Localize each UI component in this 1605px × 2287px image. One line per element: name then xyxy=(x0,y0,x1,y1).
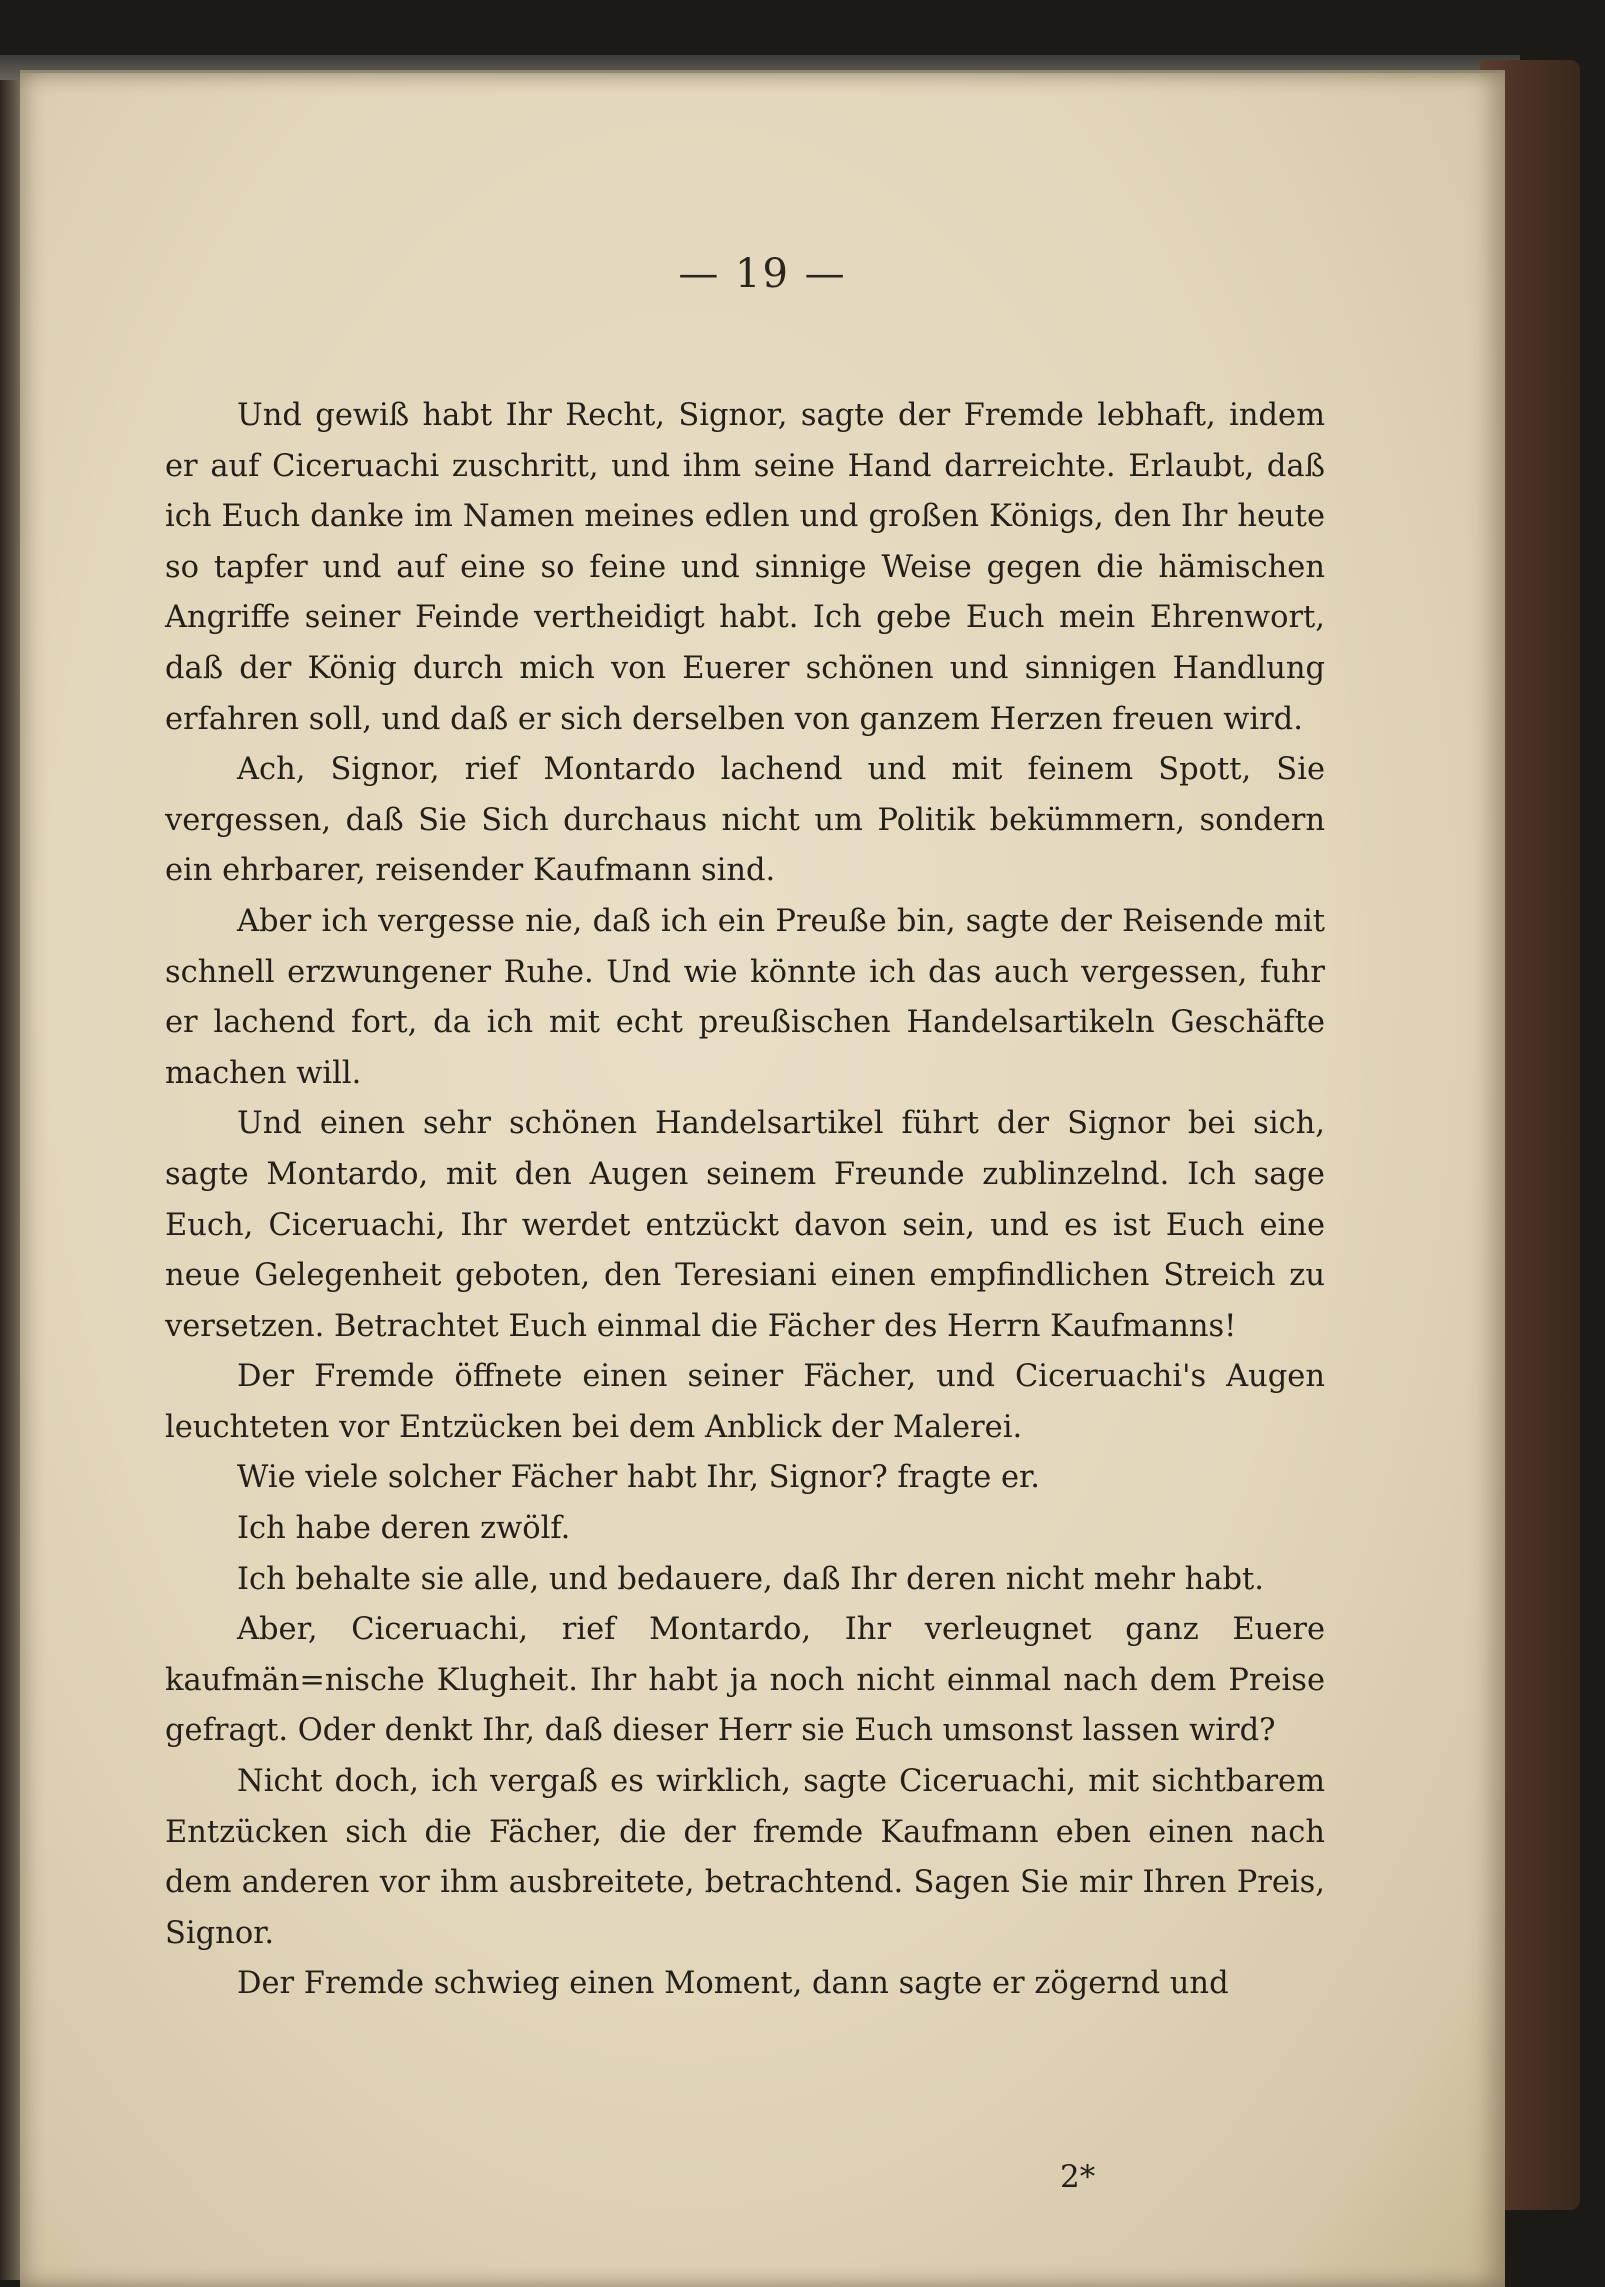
paragraph-4: Und einen sehr schönen Handelsartikel führt der Signor bei sich, sagte Montardo, mit den Augen seinem Freunde zublinzelnd. Ich sage Euch, Ciceruachi, Ihr werdet entzückt davon sein, und es ist Euch eine neue Gelegenheit geboten, den Teresiani einen empfindlichen Streich zu versetzen. Betrachtet Euch einmal die Fächer des Herrn Kaufmanns! xyxy=(165,1106,1325,1344)
paragraph-5: Der Fremde öffnete einen seiner Fächer, und Ciceruachi's Augen leuchteten vor Entzücken bei dem Anblick der Malerei. xyxy=(165,1359,1325,1445)
signature-mark: 2* xyxy=(1060,2159,1096,2195)
page-number: — 19 — xyxy=(678,251,847,297)
book-page xyxy=(20,70,1505,2287)
paragraph-6: Wie viele solcher Fächer habt Ihr, Signor? fragte er. xyxy=(237,1460,1040,1496)
paragraph-11: Der Fremde schwieg einen Moment, dann sagte er zögernd und xyxy=(237,1966,1229,2002)
paragraph-7: Ich habe deren zwölf. xyxy=(237,1511,571,1547)
paragraph-2: Ach, Signor, rief Montardo lachend und mit feinem Spott, Sie vergessen, daß Sie Sich durchaus nicht um Politik bekümmern, sondern ein ehrbarer, reisender Kaufmann sind. xyxy=(165,752,1325,889)
paragraph-10: Nicht doch, ich vergaß es wirklich, sagte Ciceruachi, mit sichtbarem Entzücken sich die Fächer, die der fremde Kaufmann eben einen nach dem anderen vor ihm ausbreitete, betrachtend. Sagen Sie mir Ihren Preis, Signor. xyxy=(165,1764,1325,1951)
paragraph-1: Und gewiß habt Ihr Recht, Signor, sagte der Fremde lebhaft, indem er auf Ciceruachi zuschritt, und ihm seine Hand darreichte. Erlaubt, daß ich Euch danke im Namen meines edlen und großen Königs, den Ihr heute so tapfer und auf eine so feine und sinnige Weise gegen die hämischen Angriffe seiner Feinde vertheidigt habt. Ich gebe Euch mein Ehrenwort, daß der König durch mich von Euerer schönen und sinnigen Handlung erfahren soll, und daß er sich derselben von ganzem Herzen freuen wird. xyxy=(165,398,1325,737)
paragraph-3: Aber ich vergesse nie, daß ich ein Preuße bin, sagte der Reisende mit schnell erzwungener Ruhe. Und wie könnte ich das auch vergessen, fuhr er lachend fort, da ich mit echt preußischen Handelsartikeln Geschäfte machen will. xyxy=(165,903,1325,1091)
book-gutter xyxy=(0,80,22,2280)
paragraph-8: Ich behalte sie alle, und bedauere, daß Ihr deren nicht mehr habt. xyxy=(237,1561,1264,1597)
paragraph-9: Aber, Ciceruachi, rief Montardo, Ihr verleugnet ganz Euere kaufmän=nische Klugheit. Ihr habt ja noch nicht einmal nach dem Preise gefragt. Oder denkt Ihr, daß dieser Herr sie Euch umsonst lassen wird? xyxy=(165,1612,1325,1749)
body-text xyxy=(165,391,1325,2010)
